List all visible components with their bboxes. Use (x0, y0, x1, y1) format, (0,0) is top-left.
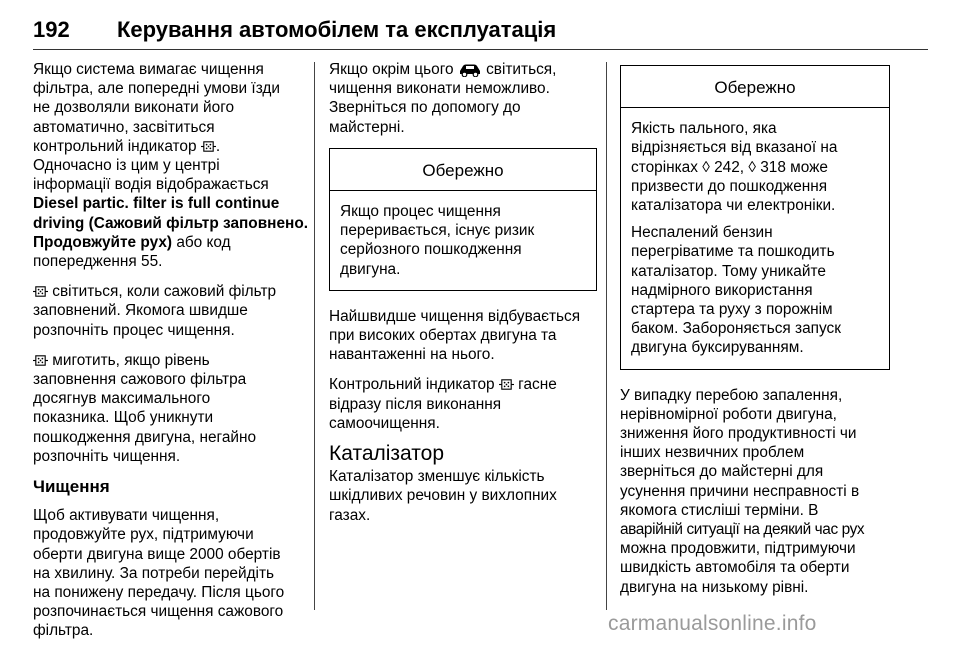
text-line: переривається, існує ризик (340, 222, 535, 240)
text-line: чищення виконати неможливо. (329, 80, 550, 98)
text-line: баком. Забороняється запуск (631, 320, 841, 338)
text-line: двигуна на низькому рівні. (620, 578, 809, 596)
text-line: заповнення сажового фільтра (33, 371, 247, 389)
text-fragment: світиться, коли сажовий фільтр (52, 283, 277, 301)
diesel-particle-filter-icon (33, 284, 48, 299)
text-line: зниження його продуктивності чи (620, 425, 857, 443)
column-right (620, 60, 890, 608)
column-divider (314, 62, 315, 610)
text-line: газах. (329, 506, 371, 524)
paragraph-indicator-off (329, 375, 597, 433)
caution-text-unburnt-fuel (631, 223, 879, 357)
diesel-particle-filter-icon (201, 139, 216, 154)
paragraph-catalyst (329, 467, 597, 525)
text-line: стартера та руху з порожнім (631, 301, 833, 319)
text-line: усунення причини несправності в (620, 482, 860, 500)
text-line: Неспалений бензин (631, 224, 773, 242)
column-left (33, 60, 308, 652)
warning-message-text: Продовжуйте рух) (33, 233, 173, 251)
text-line: заповнений. Якомога швидше (33, 302, 248, 320)
page-reference-line: сторінках ◊ 242, ◊ 318 може (631, 158, 828, 176)
text-line: Одночасно із цим у центрі (33, 157, 220, 175)
text-line: пошкодження двигуна, негайно (33, 428, 257, 446)
text-line: якомога стисліші терміни. В (620, 501, 819, 519)
text-line: зверніться до майстерні для (620, 463, 824, 481)
text-line (33, 233, 305, 252)
text-line: фільтра. (33, 622, 94, 640)
text-line: Найшвидше чищення відбувається (329, 307, 581, 325)
diesel-particle-filter-icon (499, 377, 514, 392)
page-title: Керування автомобілем та експлуатація (117, 17, 557, 42)
text-fragment: миготить, якщо рівень (52, 351, 210, 369)
text-line: Зверніться по допомогу до (329, 99, 521, 117)
text-line (329, 375, 597, 394)
paragraph-misfire (620, 386, 890, 597)
caution-box-body (330, 191, 596, 290)
text-line: надмірного використання (631, 281, 813, 299)
caution-box (329, 148, 597, 291)
caution-text-fuel-quality (631, 119, 879, 215)
paragraph-regeneration-request (33, 60, 308, 271)
text-line: самоочищення. (329, 414, 440, 432)
text-line: серйозного пошкодження (340, 241, 522, 259)
text-fragment: або код (176, 233, 231, 251)
paragraph-fast-cleaning (329, 307, 597, 365)
text-fragment: контрольний індикатор (33, 137, 197, 155)
text-line: розпочніть процес чищення. (33, 321, 235, 339)
column-middle (329, 60, 597, 536)
text-line: каталізатор. Тому уникайте (631, 262, 826, 280)
text-fragment: гасне (518, 376, 557, 394)
text-line: інформації водія відображається (33, 176, 269, 194)
text-line: інших незвичних проблем (620, 444, 805, 462)
text-line: навантаженні на нього. (329, 346, 495, 364)
text-line: нерівномірної роботи двигуна, (620, 405, 837, 423)
caution-box-body (621, 108, 889, 368)
diesel-particle-filter-icon (33, 353, 48, 368)
caution-box-title: Обережно (330, 149, 596, 191)
text-line: досягнув максимального (33, 390, 211, 408)
text-line: шкідливих речовин у вихлопних (329, 487, 557, 505)
page-number: 192 (33, 17, 70, 42)
caution-box (620, 65, 890, 370)
text-line: фільтра, але попередні умови їзди (33, 80, 281, 98)
text-line: показника. Щоб уникнути (33, 409, 214, 427)
column-divider (606, 62, 607, 610)
text-line: Щоб активувати чищення, (33, 507, 220, 525)
section-heading-catalyst: Каталізатор (329, 442, 445, 466)
warning-message-text: driving (Сажовий фільтр заповнено. (33, 214, 308, 232)
text-line: Якщо процес чищення (340, 203, 501, 221)
paragraph-cleaning (33, 506, 305, 640)
caution-text (340, 202, 586, 279)
text-line: оберти двигуна вище 2000 обертів (33, 545, 281, 563)
text-line: перегріватиме та пошкодить (631, 243, 835, 261)
text-line: на хвилину. За потреби перейдіть (33, 564, 275, 582)
text-fragment: Контрольний індикатор (329, 376, 495, 394)
text-line: розпочинається чищення сажового (33, 603, 284, 621)
text-line: призвести до пошкодження (631, 177, 828, 195)
text-line: не дозволяли виконати його (33, 99, 235, 117)
text-line: відрізняється від вказаної на (631, 139, 838, 157)
text-fragment: Якщо окрім цього (329, 61, 454, 78)
text-line: на понижену передачу. Після цього (33, 584, 285, 602)
watermark: carmanualsonline.info (608, 612, 817, 635)
text-line (33, 351, 305, 370)
header-rule (33, 49, 928, 50)
text-line: при високих обертах двигуна та (329, 327, 557, 345)
text-line: автоматично, засвітиться (33, 118, 215, 136)
text-line: Якщо система вимагає чищення (33, 61, 264, 78)
paragraph-filter-full (33, 282, 305, 340)
text-line: розпочніть чищення. (33, 447, 181, 465)
text-line: продовжуйте рух, підтримуючи (33, 526, 254, 544)
text-line: швидкість автомобіля та оберти (620, 559, 850, 577)
text-line: відразу після виконання (329, 395, 502, 413)
page-header (33, 8, 928, 48)
text-line: можна продовжити, підтримуючи (620, 540, 856, 558)
text-line: У випадку перебою запалення, (620, 386, 843, 404)
text-line: майстерні. (329, 118, 405, 136)
text-fragment: світиться, (486, 61, 557, 78)
text-line (329, 60, 597, 79)
caution-box-title: Обережно (621, 66, 889, 108)
text-line: каталізатора чи електроніки. (631, 197, 836, 215)
text-line: Каталізатор зменшує кількість (329, 468, 545, 486)
text-line: аварійній ситуації на деякий час рух (620, 521, 865, 539)
text-line: двигуна буксируванням. (631, 339, 804, 357)
text-line: Якість пального, яка (631, 120, 777, 138)
paragraph-car-icon (329, 60, 597, 137)
text-line (33, 282, 305, 301)
text-line: попередження 55. (33, 253, 163, 271)
car-service-icon (458, 62, 482, 77)
text-line: двигуна. (340, 260, 401, 278)
paragraph-filter-flashing (33, 351, 305, 466)
warning-message-text: Diesel partic. filter is full continue (33, 195, 280, 213)
text-line: контрольний індикатор . (33, 137, 221, 155)
subheading-cleaning: Чищення (33, 477, 110, 497)
